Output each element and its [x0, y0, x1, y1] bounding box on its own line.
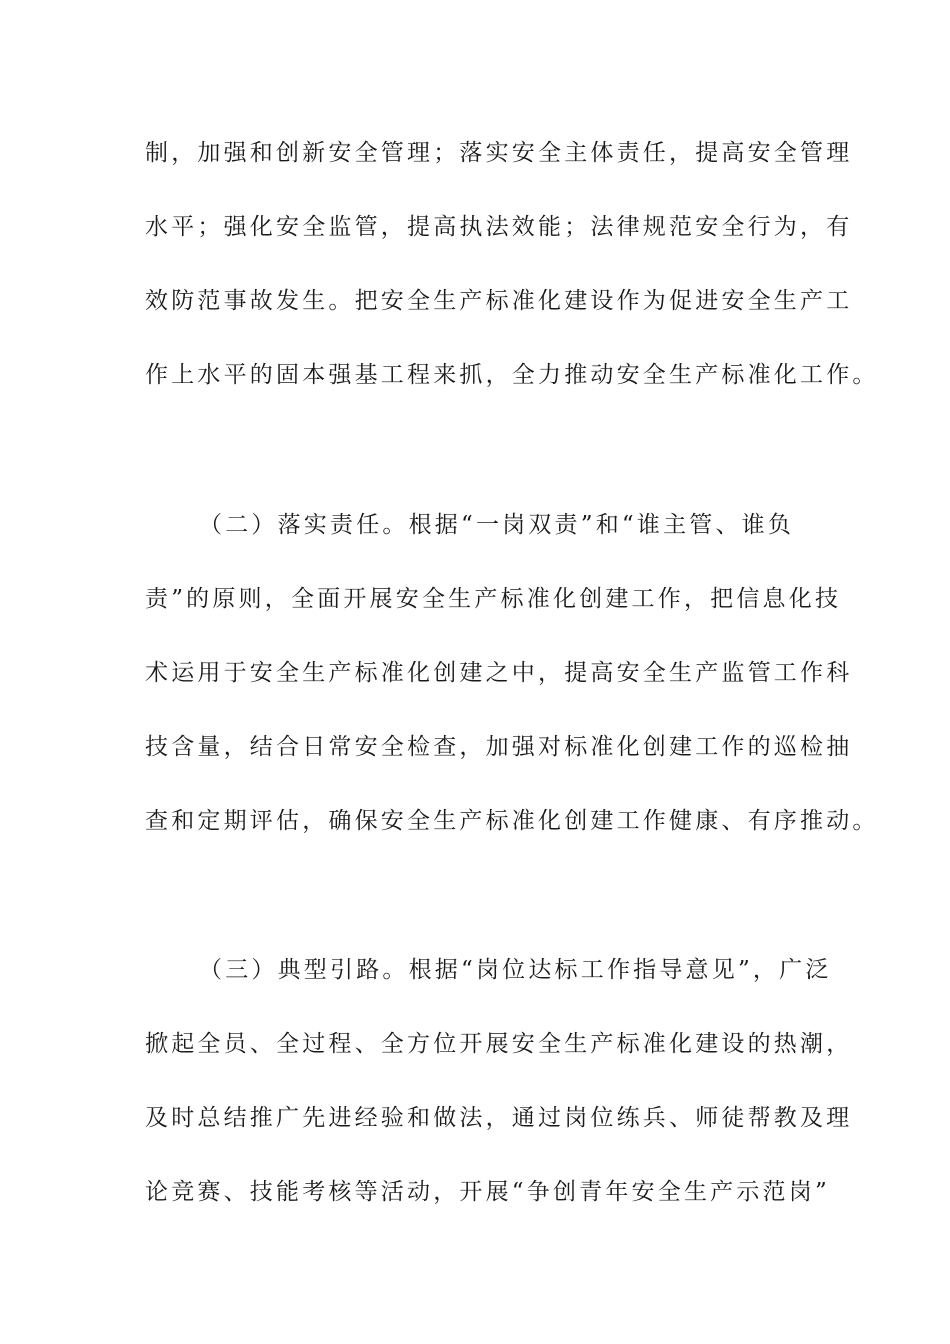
- text-line: 掀起全员、全过程、全方位开展安全生产标准化建设的热潮，: [145, 1031, 853, 1057]
- text-line: 术运用于安全生产标准化创建之中，提高安全生产监管工作科: [145, 660, 853, 686]
- text-line: 水平；强化安全监管，提高执法效能；法律规范安全行为，有: [145, 214, 853, 240]
- text-line: 效防范事故发生。把安全生产标准化建设作为促进安全生产工: [145, 288, 853, 314]
- text-line: （三）典型引路。根据“岗位达标工作指导意见”，广泛: [199, 957, 832, 983]
- text-line: （二）落实责任。根据“一岗双责”和“谁主管、谁负: [199, 512, 795, 538]
- text-line: 作上水平的固本强基工程来抓，全力推动安全生产标准化工作。: [145, 362, 879, 388]
- text-line: 技含量，结合日常安全检查，加强对标准化创建工作的巡检抽: [145, 734, 853, 760]
- text-line: 查和定期评估，确保安全生产标准化创建工作健康、有序推动。: [145, 808, 879, 834]
- text-line: 论竞赛、技能考核等活动，开展“争创青年安全生产示范岗”: [145, 1179, 830, 1205]
- text-line: 及时总结推广先进经验和做法，通过岗位练兵、师徒帮教及理: [145, 1105, 853, 1131]
- text-line: 责”的原则，全面开展安全生产标准化创建工作，把信息化技: [145, 586, 842, 612]
- text-line: 制，加强和创新安全管理；落实安全主体责任，提高安全管理: [145, 140, 853, 166]
